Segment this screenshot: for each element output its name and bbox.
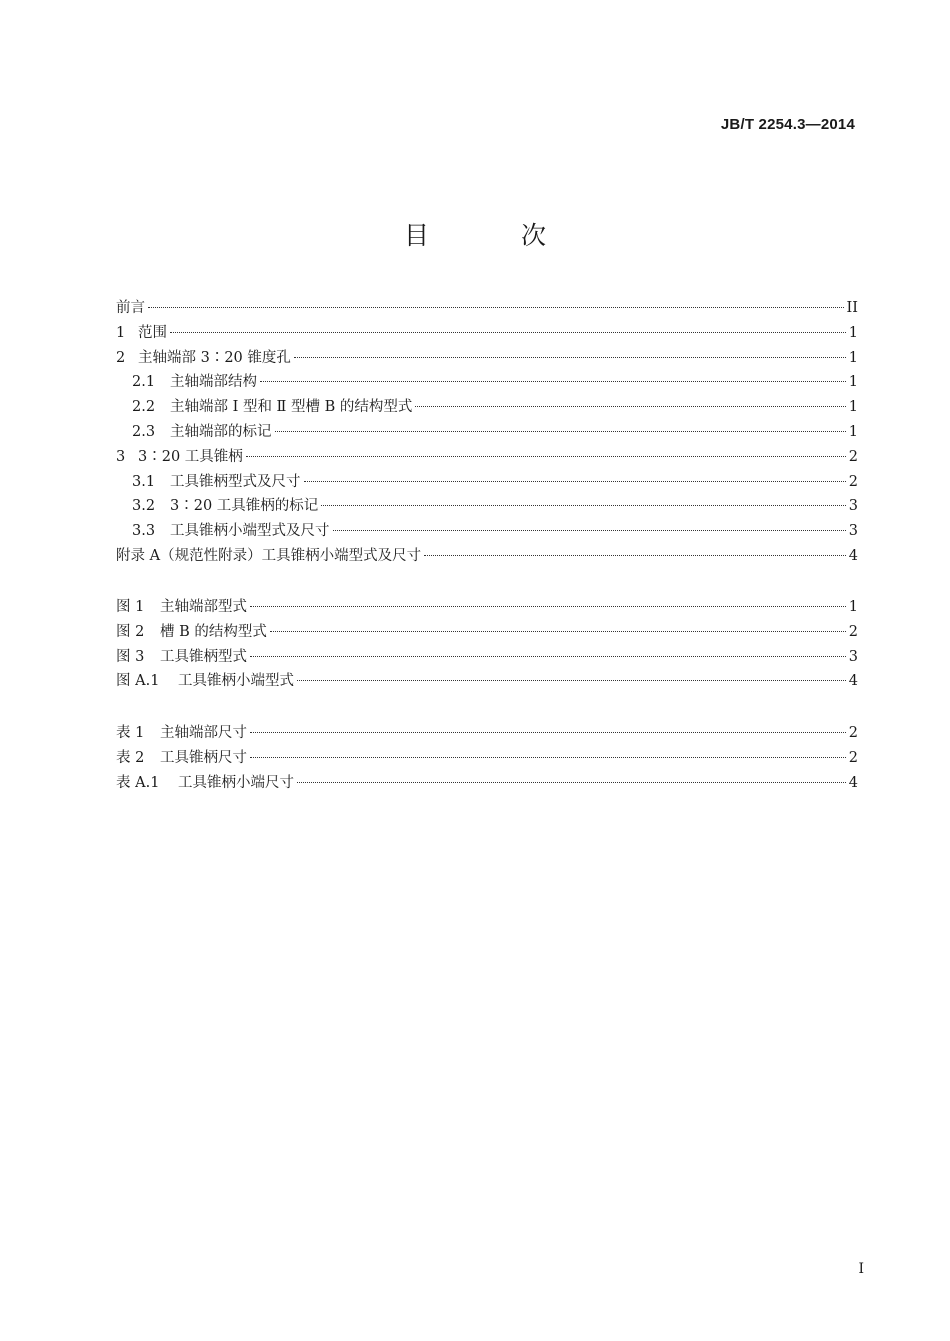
- toc-entry[interactable]: [116, 470, 858, 495]
- toc-entry-page: 1: [848, 374, 858, 391]
- toc-tables-list: [116, 721, 858, 795]
- dot-leader: [424, 555, 846, 556]
- dot-leader: [304, 481, 846, 482]
- toc-entry-number: 3.3: [132, 523, 156, 540]
- dot-leader: [294, 357, 846, 358]
- dot-leader: [415, 406, 845, 407]
- toc-entry[interactable]: [116, 494, 858, 519]
- toc-entry-label: 工具锥柄小端型式及尺寸: [170, 523, 330, 540]
- toc-entry-page: 4: [848, 547, 858, 564]
- toc-entry-label: 范围: [138, 324, 167, 341]
- toc-entry-label: 主轴端部的标记: [170, 423, 272, 440]
- toc-entry[interactable]: [116, 544, 858, 569]
- toc-entry-page: 1: [848, 423, 858, 440]
- toc-entry-label: 前言: [116, 300, 145, 316]
- dot-leader: [270, 631, 846, 632]
- toc-entry-number: 2: [116, 349, 126, 366]
- toc-entry-number: 3.1: [132, 473, 156, 490]
- toc-entry[interactable]: [116, 370, 858, 395]
- toc-entry-label: 工具锥柄型式及尺寸: [170, 473, 301, 490]
- toc-entry-page: 2: [848, 725, 858, 741]
- toc-entry-label: 附录 A（规范性附录）工具锥柄小端型式及尺寸: [116, 547, 422, 564]
- dot-leader: [275, 431, 846, 432]
- toc-table-entry[interactable]: [116, 771, 858, 796]
- toc-entry-page: 4: [848, 774, 858, 791]
- toc-entry-page: 3: [848, 498, 858, 515]
- toc-entry-page: 2: [848, 448, 858, 465]
- toc-entry-label: 主轴端部尺寸: [160, 725, 247, 741]
- toc-entry-number: 表 2: [116, 749, 145, 766]
- toc-entry-label: 主轴端部 3∶20 锥度孔: [138, 349, 291, 366]
- toc-entry[interactable]: [116, 395, 858, 420]
- toc-figure-entry[interactable]: [116, 669, 858, 694]
- dot-leader: [250, 732, 846, 733]
- standard-code: JB/T 2254.3—2014: [720, 116, 855, 133]
- dot-leader: [250, 757, 846, 758]
- dot-leader: [250, 606, 846, 607]
- toc-entry-number: 图 2: [116, 623, 145, 640]
- toc-entry-number: 图 1: [116, 599, 145, 615]
- toc-entry[interactable]: [116, 519, 858, 544]
- toc-figures-list: [116, 595, 858, 694]
- toc-entry-number: 图 3: [116, 648, 145, 665]
- toc-entry-number: 2.1: [132, 374, 156, 391]
- page-number: I: [858, 1261, 864, 1277]
- toc-entry-number: 图 A.1: [116, 673, 160, 690]
- dot-leader: [260, 381, 846, 382]
- toc-entry-label: 3∶20 工具锥柄: [138, 448, 243, 465]
- toc-entry-page: 3: [848, 648, 858, 665]
- dot-leader: [333, 530, 846, 531]
- toc-entry-number: 3.2: [132, 498, 156, 515]
- toc-entry-page: 3: [848, 523, 858, 540]
- toc-table-entry[interactable]: [116, 746, 858, 771]
- toc-figure-entry[interactable]: [116, 595, 858, 620]
- toc-entry-label: 工具锥柄小端尺寸: [178, 774, 294, 791]
- toc-figure-entry[interactable]: [116, 620, 858, 645]
- page-title: 目 次: [404, 221, 588, 250]
- dot-leader: [297, 782, 846, 783]
- toc-table-entry[interactable]: [116, 721, 858, 746]
- toc-entry-number: 3: [116, 448, 126, 465]
- toc-entry-page: 2: [848, 473, 858, 490]
- toc-entry-label: 主轴端部结构: [170, 374, 257, 391]
- toc-entry[interactable]: [116, 346, 858, 371]
- toc-entry-number: 2.2: [132, 399, 156, 416]
- toc-entry[interactable]: [116, 445, 858, 470]
- dot-leader: [148, 307, 844, 308]
- dot-leader: [170, 332, 846, 333]
- toc-entry-number: 表 A.1: [116, 774, 160, 791]
- toc-entry-page: 4: [848, 673, 858, 690]
- toc-entry[interactable]: [116, 420, 858, 445]
- toc-entry-number: 表 1: [116, 725, 145, 741]
- dot-leader: [321, 505, 845, 506]
- toc-entry-label: 3∶20 工具锥柄的标记: [170, 498, 319, 515]
- dot-leader: [297, 680, 846, 681]
- toc-entry-page: 2: [848, 623, 858, 640]
- toc-entry-page: 1: [848, 399, 858, 416]
- toc-main-list: [116, 296, 858, 569]
- toc-entry-page: 2: [848, 749, 858, 766]
- toc-entry-label: 主轴端部型式: [160, 599, 247, 615]
- toc-entry-label: 槽 B 的结构型式: [160, 623, 267, 640]
- toc-entry-label: 工具锥柄尺寸: [160, 749, 247, 766]
- toc-entry-page: 1: [848, 349, 858, 366]
- toc-entry-label: 主轴端部 Ⅰ 型和 Ⅱ 型槽 B 的结构型式: [170, 399, 413, 416]
- toc-figure-entry[interactable]: [116, 645, 858, 670]
- dot-leader: [246, 456, 846, 457]
- toc-entry-number: 1: [116, 324, 126, 341]
- toc-entry-page: II: [846, 300, 858, 316]
- toc-entry-label: 工具锥柄小端型式: [178, 673, 294, 690]
- toc-entry-number: 2.3: [132, 423, 156, 440]
- dot-leader: [250, 656, 846, 657]
- toc-entry-label: 工具锥柄型式: [160, 648, 247, 665]
- toc-entry[interactable]: [116, 321, 858, 346]
- toc-entry-page: 1: [848, 599, 858, 615]
- toc-entry[interactable]: [116, 296, 858, 321]
- toc-entry-page: 1: [848, 324, 858, 341]
